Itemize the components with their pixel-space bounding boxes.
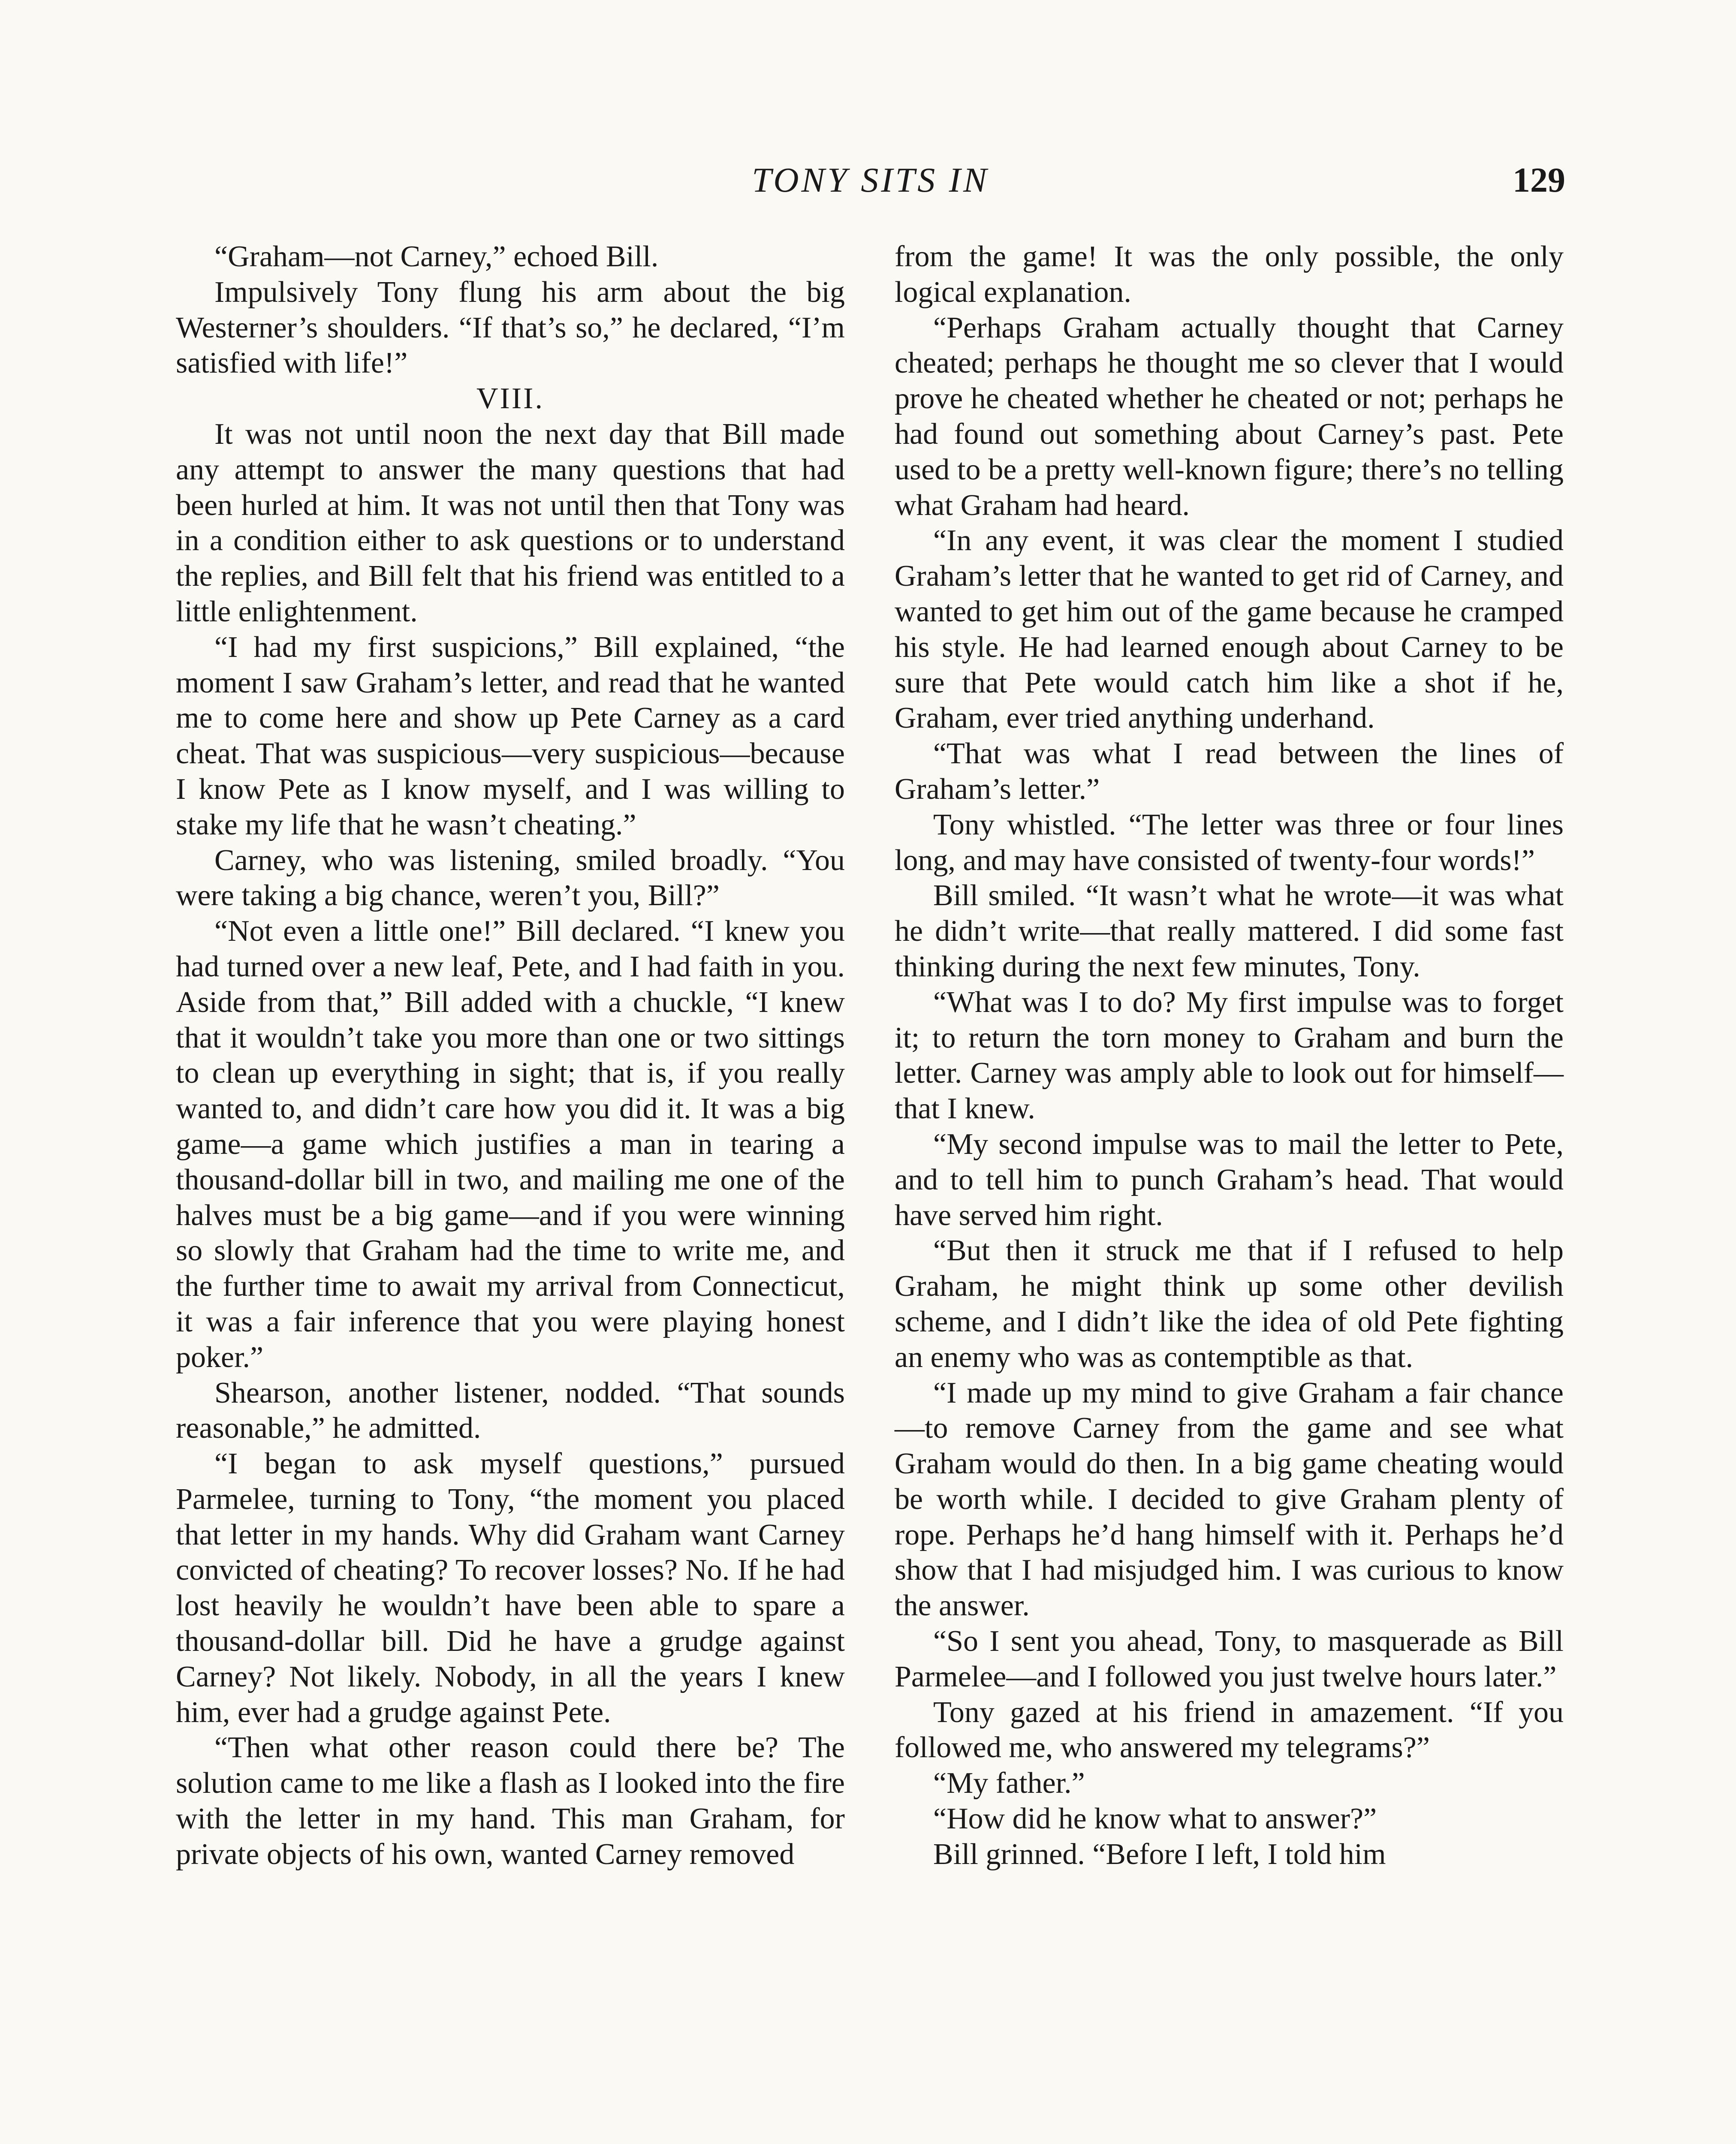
right-column	[895, 239, 1564, 1873]
paragraph: “So I sent you ahead, Tony, to masquerade as Bill Parmelee—and I followed you just twelve hours later.”	[895, 1625, 1564, 1693]
paragraph: Shearson, another listener, nodded. “That sounds reasonable,” he admitted.	[176, 1376, 845, 1445]
paragraph: “How did he know what to answer?”	[933, 1802, 1377, 1836]
paragraph-continued: from the game! It was the only possible, the only logical explanation.	[895, 240, 1564, 309]
paragraph: “My second impulse was to mail the letter to Pete, and to tell him to punch Graham’s head. That would have served him right.	[895, 1127, 1564, 1232]
paragraph: “Graham—not Carney,” echoed Bill.	[214, 240, 659, 273]
left-column	[176, 239, 845, 1873]
paragraph: Tony gazed at his friend in amazement. “If you followed me, who answered my telegrams?”	[895, 1695, 1564, 1765]
paragraph: Bill smiled. “It wasn’t what he wrote—it was what he didn’t write—that really mattered. I did some fast thinking during the next few minutes, Tony.	[895, 879, 1564, 983]
paragraph: “Perhaps Graham actually thought that Carney cheated; perhaps he thought me so clever that I would prove he cheated whether he cheated or not; perhaps he had found out something about Carney’s past. Pete used to be a pretty well-known figure; there’s no telling what Graham had heard.	[895, 311, 1564, 522]
paragraph: Impulsively Tony flung his arm about the big Westerner’s shoulders. “If that’s so,” he declared, “I’m satisfied with life!”	[176, 275, 845, 380]
paragraph: “That was what I read between the lines of Graham’s letter.”	[895, 737, 1564, 806]
paragraph: “Not even a little one!” Bill declared. “I knew you had turned over a new leaf, Pete, and I had faith in you. Aside from that,” Bill added with a chuckle, “I knew that it wouldn’t take you more than one or two sittings to clean up everything in sight; that is, if you really wanted to, and didn’t care how you did it. It was a big game—a game which justifies a man in tearing a thousand-dollar bill in two, and mailing me one of the halves must be a big game—and if you were winning so slowly that Graham had the time to write me, and the further time to await my arrival from Connecticut, it was a fair inference that you were playing honest poker.”	[176, 915, 845, 1374]
running-head	[176, 154, 1565, 206]
paragraph: “In any event, it was clear the moment I studied Graham’s letter that he wanted to get rid of Carney, and wanted to get him out of the game because he cramped his style. He had learned enough about Carney to be sure that Pete would catch him like a shot if he, Graham, ever tried anything underhand.	[895, 524, 1564, 735]
section-heading: VIII.	[476, 382, 544, 416]
paragraph: It was not until noon the next day that Bill made any attempt to answer the many questions that had been hurled at him. It was not until then that Tony was in a condition either to ask questions or to understand the replies, and Bill felt that his friend was entitled to a little enlightenment.	[176, 417, 845, 628]
paragraph: “I began to ask myself questions,” pursued Parmelee, turning to Tony, “the moment you placed that letter in my hands. Why did Graham want Carney convicted of cheating? To recover losses? No. If he had lost heavily he wouldn’t have been able to spare a thousand-dollar bill. Did he have a grudge against Carney? Not likely. Nobody, in all the years I knew him, ever had a grudge against Pete.	[176, 1447, 845, 1729]
paragraph: “I had my first suspicions,” Bill explained, “the moment I saw Graham’s letter, and read that he wanted me to come here and show up Pete Carney as a card cheat. That was suspicious—very suspicious—because I know Pete as I know myself, and I was willing to stake my life that he wasn’t cheating.”	[176, 630, 845, 841]
paragraph: “But then it struck me that if I refused to help Graham, he might think up some other devilish scheme, and I didn’t like the idea of old Pete fighting an enemy who was as contemptible as that.	[895, 1234, 1564, 1374]
paragraph: Carney, who was listening, smiled broadly. “You were taking a big chance, weren’t you, Bill?”	[176, 843, 845, 912]
paragraph: Bill grinned. “Before I left, I told him	[933, 1837, 1386, 1871]
paragraph: Tony whistled. “The letter was three or four lines long, and may have consisted of twenty-four words!”	[895, 808, 1564, 877]
running-title: TONY SITS IN	[752, 160, 989, 199]
paragraph: “My father.”	[933, 1767, 1085, 1800]
paragraph: “Then what other reason could there be? The solution came to me like a flash as I looked into the fire with the letter in my hand. This man Graham, for private objects of his own, wanted Carney removed	[176, 1731, 845, 1871]
page-number: 129	[1513, 160, 1565, 199]
paragraph: “I made up my mind to give Graham a fair chance—to remove Carney from the game and see what Graham would do then. In a big game cheating would be worth while. I decided to give Graham plenty of rope. Perhaps he’d hang himself with it. Perhaps he’d show that I had misjudged him. I was curious to know the answer.	[895, 1376, 1564, 1623]
paragraph: “What was I to do? My first impulse was to forget it; to return the torn money to Graham and burn the letter. Carney was amply able to look out for himself—that I knew.	[895, 985, 1564, 1126]
